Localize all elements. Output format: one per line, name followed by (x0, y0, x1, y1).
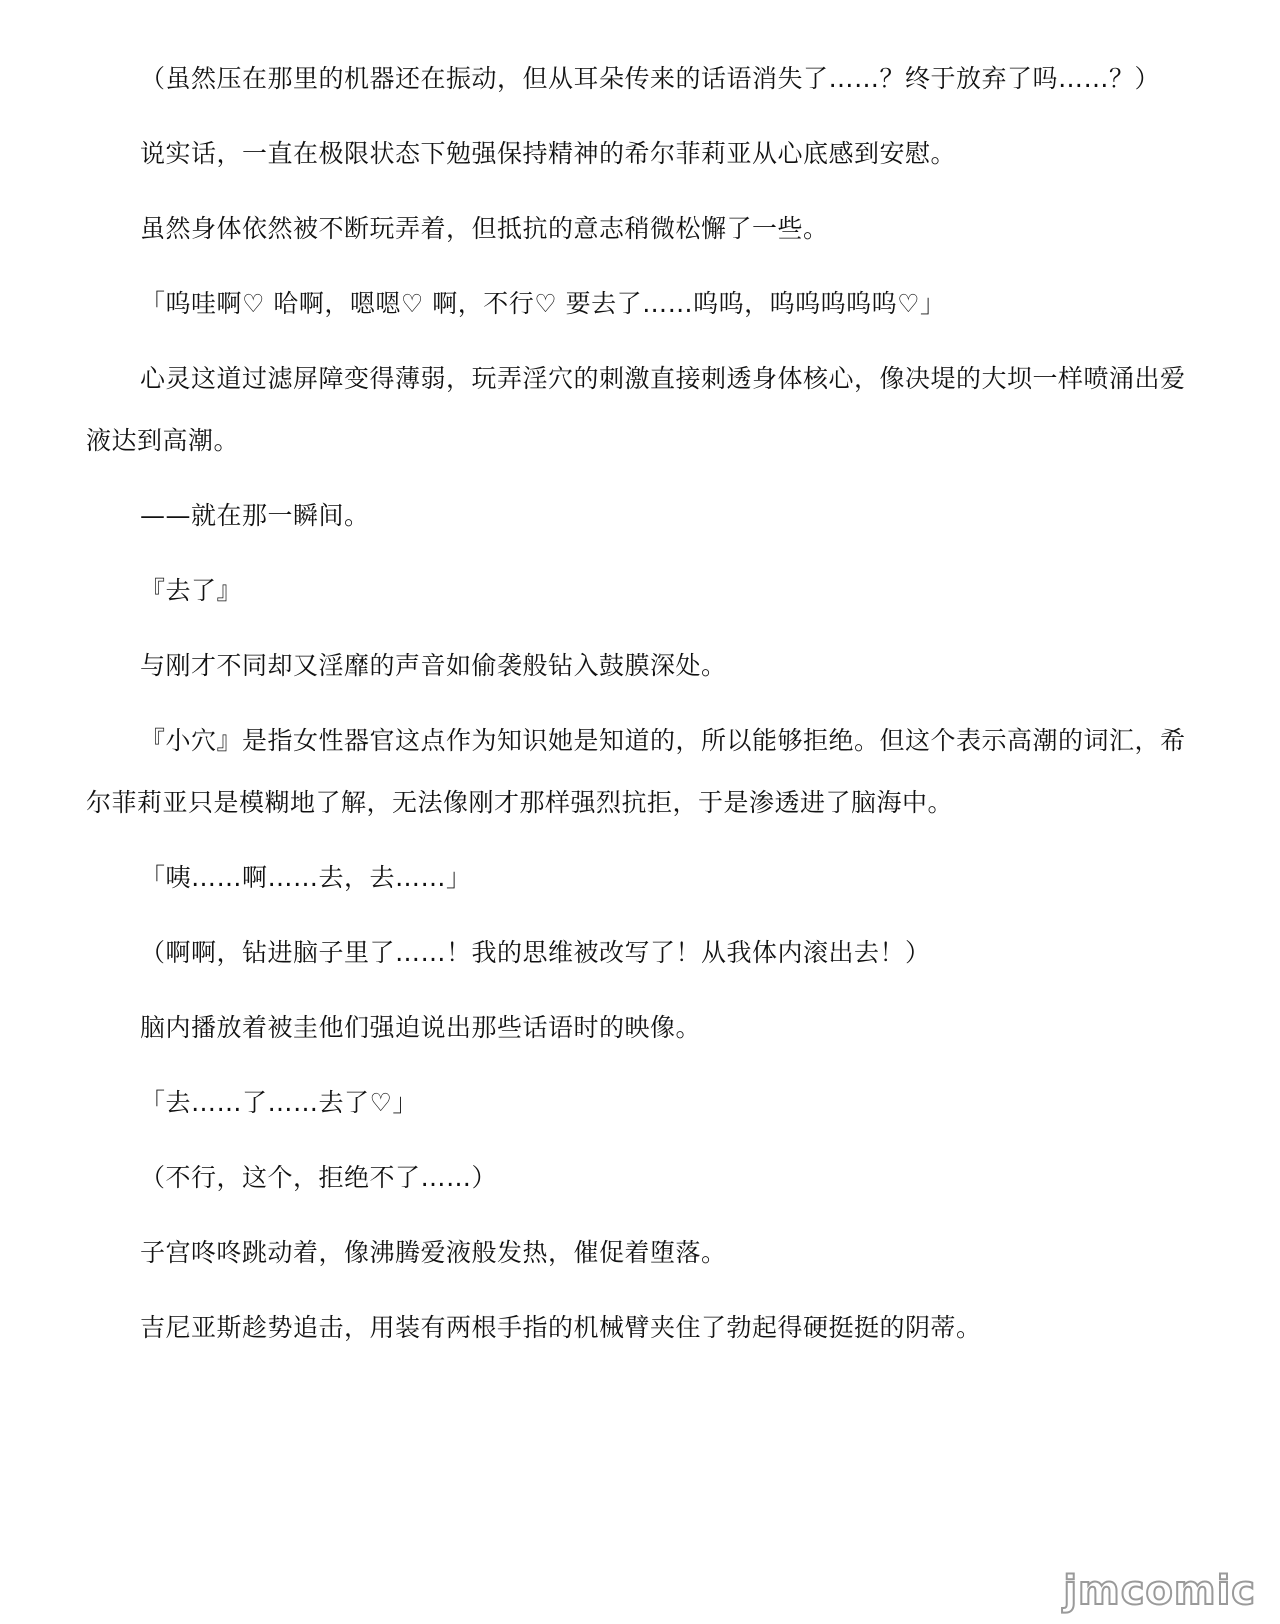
watermark-logo: jmcomic (1063, 1568, 1256, 1614)
paragraph: 「呜哇啊♡ 哈啊，嗯嗯♡ 啊，不行♡ 要去了……呜呜，呜呜呜呜呜♡」 (140, 289, 946, 318)
paragraph: 心灵这道过滤屏障变得薄弱，玩弄淫穴的刺激直接刺透身体核心，像决堤的大坝一样喷涌出爱液达到高潮。 (86, 364, 1186, 455)
paragraph: 虽然身体依然被不断玩弄着，但抵抗的意志稍微松懈了一些。 (140, 214, 829, 243)
paragraph: 说实话，一直在极限状态下勉强保持精神的希尔菲莉亚从心底感到安慰。 (140, 139, 957, 168)
paragraph: 子宫咚咚跳动着，像沸腾爱液般发热，催促着堕落。 (140, 1238, 727, 1267)
paragraph: 与刚才不同却又淫靡的声音如偷袭般钻入鼓膜深处。 (140, 651, 727, 680)
paragraph: 脑内播放着被圭他们强迫说出那些话语时的映像。 (140, 1013, 702, 1042)
paragraph: 「咦……啊……去，去……」 (140, 863, 472, 892)
paragraph: ——就在那一瞬间。 (140, 501, 370, 530)
paragraph: （啊啊，钻进脑子里了……！我的思维被改写了！从我体内滚出去！） (140, 938, 931, 967)
paragraph: 「去……了……去了♡」 (140, 1088, 418, 1117)
paragraph: （虽然压在那里的机器还在振动，但从耳朵传来的话语消失了……？终于放弃了吗……？） (140, 64, 1161, 93)
paragraph: 『去了』 (140, 576, 243, 605)
text-body (86, 48, 1198, 1359)
paragraph: 『小穴』是指女性器官这点作为知识她是知道的，所以能够拒绝。但这个表示高潮的词汇，希尔菲莉亚只是模糊地了解，无法像刚才那样强烈抗拒，于是渗透进了脑海中。 (86, 726, 1186, 817)
paragraph: （不行，这个，拒绝不了……） (140, 1163, 498, 1192)
paragraph: 吉尼亚斯趁势追击，用装有两根手指的机械臂夹住了勃起得硬挺挺的阴蒂。 (140, 1313, 982, 1342)
